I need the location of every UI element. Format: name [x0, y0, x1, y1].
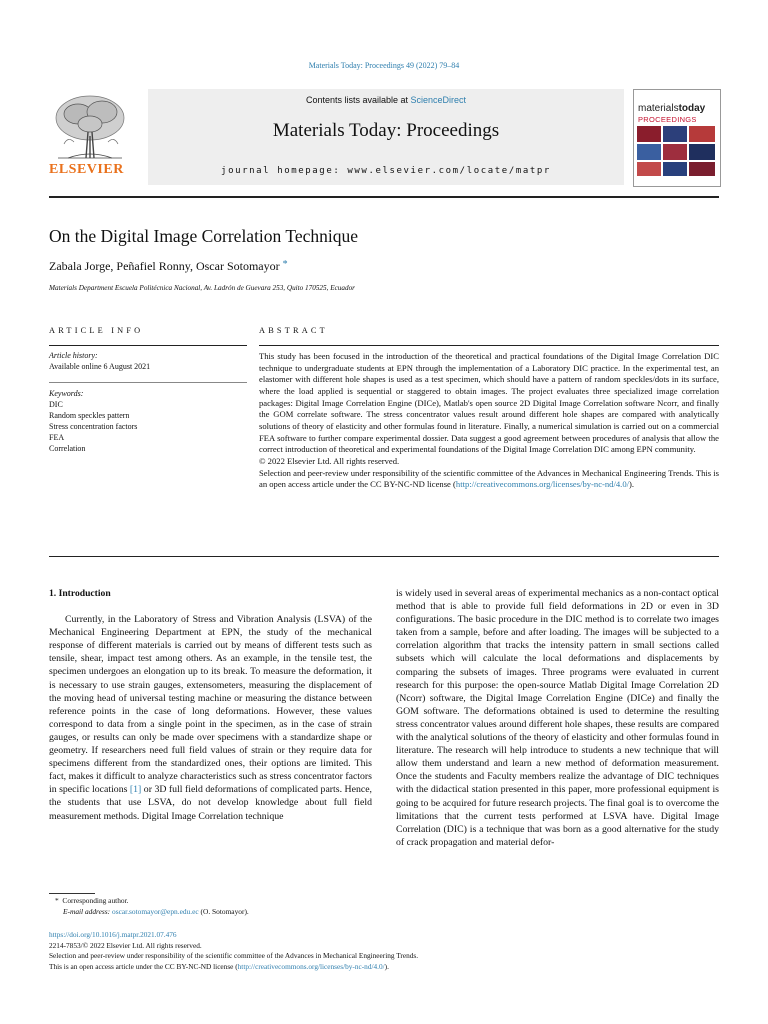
intro-text-b: or 3D full field deformations of complicated parts. Hence, the students that use LSVA, do not develop knowledge about full field measurement methods. Digital Image Correlation technique: [49, 784, 372, 822]
keyword-item: DIC: [49, 400, 63, 409]
email-owner: (O. Sotomayor).: [200, 907, 249, 917]
email-link[interactable]: oscar.sotomayor@epn.edu.ec: [112, 907, 199, 917]
info-divider: [49, 382, 247, 383]
license-line: [49, 962, 729, 973]
cover-subtitle: PROCEEDINGS: [638, 115, 697, 124]
article-history: [49, 350, 247, 372]
cover-artwork: [637, 126, 717, 180]
intro-continued: is widely used in several areas of experimental mechanics as a non-contact optical method that is able to provide full field deformations in 2D or even in 3D configurations. The basic procedure in the DIC method is to correlate two images taken from a sample, before and after loading. The images will be subjected to a correlation algorithm that tracks the intensity pattern in small sections called subsets which will calculate the local deformations and displacements by comparing the subsets of images. Three programs were evaluated in current research for this purpose: the open-source Matlab Digital Image Correlation 2D (Ncorr) software, the Digital Image Correlation Engine (DICe) and finally the GOM software. The deformations obtained is used to determine the resulting stress concentrator values around different hole shapes, these results are compared with the analytical solutions of the theory of elasticity and other formulas found in literature. The research will help introduce to students a new technique that will allow them understand and learn a new method of deformation measurement. Once the students and Faculty members realize the advantage of DIC techniques with the didactical station presented in this paper, more professional equipment is going to be acquired for future research projects. The final goal is to overcome the limitations that the current tests performed at LSVA have. Digital Image Correlation (DIC) is a technique that was born as a good alternative for the study of crack propagation and material defor-: [396, 588, 719, 848]
abstract-body: [259, 351, 719, 491]
issn-line: 2214-7853/© 2022 Elsevier Ltd. All rights reserved.: [49, 940, 202, 950]
sciencedirect-link[interactable]: ScienceDirect: [410, 95, 467, 105]
citation-1-link[interactable]: [1]: [129, 784, 142, 796]
cover-title-a: materials: [638, 103, 679, 114]
article-info-heading: ARTICLE INFO: [49, 326, 144, 335]
keyword-item: Random speckles pattern: [49, 411, 130, 420]
page-footer: [49, 930, 729, 972]
intro-left-column: [49, 587, 372, 823]
article-title: On the Digital Image Correlation Technique: [49, 226, 358, 246]
abstract-rule: [259, 345, 719, 346]
keywords-block: [49, 388, 247, 454]
keyword-item: Stress concentration factors: [49, 422, 138, 431]
contents-prefix: Contents lists available at: [305, 95, 411, 105]
abstract-peer-review: [259, 468, 719, 491]
footnote-corresponding: [49, 895, 379, 906]
intro-paragraph: [49, 613, 372, 823]
history-label: Article history:: [49, 351, 98, 360]
elsevier-wordmark: ELSEVIER: [49, 162, 124, 177]
authors-text: Zabala Jorge, Peñafiel Ronny, Oscar Sotomayor: [49, 259, 280, 273]
abstract-heading: ABSTRACT: [259, 326, 328, 335]
journal-cover[interactable]: [633, 89, 721, 187]
peer-review-text: Selection and peer-review under responsibility of the scientific committee of the Advances in Mechanical Engineering Trends. This is an open access article under the CC BY-NC-ND license (: [259, 467, 719, 490]
license-suffix: ).: [384, 961, 389, 971]
selection-line: Selection and peer-review under responsibility of the scientific committee of the Advances in Mechanical Engineering Trends.: [49, 951, 419, 961]
footnote-mark: *: [55, 896, 59, 905]
cover-title-b: today: [678, 103, 706, 114]
intro-right-column: [396, 587, 719, 849]
abstract-text: This study has been focused in the introduction of the theoretical and practical foundations of the Digital Image Correlation DIC technique to undergraduate students at EPN through the implementation of a Laboratory DIC practice. In the experimental test, an elastomer with different hole shapes is used as a test specimen, which should have a pattern of random speckles/dots in its surface, where the load applied is sequential or staggered to obtain images. The project evaluates three specialized image correlation packages: Digital Image Correlation Engine (DICe), Matlab's open source 2D Digital Image Correlation software Ncorr, and finally the GOM correlate software. The stress concentrator values result around different hole shapes are compared with analytically solutions of theory of elasticity and other formulas found in literature. Finally, a numerical simulation is carried out on a commercial FEA software to further compare experimental dossier. Data suggest a good agreement between procedures of analysis that allow the correct introduction of theoretical and experimental foundations of the Digital Image Correlation DIC among EPN community.: [259, 351, 719, 455]
intro-heading: 1. Introduction: [49, 588, 111, 599]
corresponding-author-mark[interactable]: *: [282, 259, 288, 270]
abstract-license-link[interactable]: http://creativecommons.org/licenses/by-nc-nd/4.0/: [455, 479, 629, 490]
keyword-item: FEA: [49, 433, 65, 442]
footnote-rule: [49, 893, 95, 894]
homepage-prefix: journal homepage:: [221, 166, 348, 176]
homepage-link[interactable]: www.elsevier.com/locate/matpr: [347, 166, 551, 176]
intro-text-a: Currently, in the Laboratory of Stress and Vibration Analysis (LSVA) of the Mechanical Engineering Department at EPN, the study of the mechanical response of different materials is carried out by means of different tests such as tensile, shear, impact test among others. As an example, in the tensile test, the specimen undergoes an elongation up to its break. To measure the deformation, it is necessary to use strain gauges, extensometers, measuring the displacement of the moving head of universal testing machine or measuring the distance between reference points in the case of long deformations. However, these values correspond to data from a single point in the specimen, as in the case of strain gauges, or results can only be made over specimens with a standardize shape or geometry. If researchers need full field values of strain or they require data for specimens different from the standardized ones, their options are limited. This fact, makes it difficult to analyze characteristics such as stress concentrator factors in specific locations: [49, 614, 372, 796]
journal-homepage: [148, 166, 624, 176]
running-head[interactable]: Materials Today: Proceedings 49 (2022) 79–84: [308, 61, 460, 70]
footnote-email: [49, 906, 379, 917]
article-authors: [49, 259, 288, 274]
footnote: [49, 895, 379, 918]
doi-link[interactable]: https://doi.org/10.1016/j.matpr.2021.07.476: [49, 930, 177, 939]
keyword-item: Correlation: [49, 444, 86, 453]
masthead-rule: [49, 196, 719, 198]
contents-line: [148, 95, 624, 105]
elsevier-logo[interactable]: [46, 92, 132, 182]
keywords-label: Keywords:: [49, 389, 84, 398]
license-prefix: This is an open access article under the CC BY-NC-ND license (: [49, 961, 238, 971]
footer-license-link[interactable]: http://creativecommons.org/licenses/by-nc-nd/4.0/: [237, 961, 385, 971]
peer-review-end: ).: [629, 479, 635, 490]
info-rule: [49, 345, 247, 346]
abstract-copyright: © 2022 Elsevier Ltd. All rights reserved.: [259, 455, 400, 466]
email-label: E-mail address:: [63, 907, 111, 917]
journal-title: Materials Today: Proceedings: [272, 120, 500, 141]
author-affiliation: Materials Department Escuela Politécnica Nacional, Av. Ladrón de Guevara 253, Quito 170525, Ecuador: [49, 284, 355, 292]
abstract-bottom-rule: [49, 556, 719, 557]
elsevier-tree-icon: [48, 92, 132, 162]
corresponding-label: Corresponding author.: [62, 896, 129, 905]
history-value: Available online 6 August 2021: [49, 362, 151, 371]
